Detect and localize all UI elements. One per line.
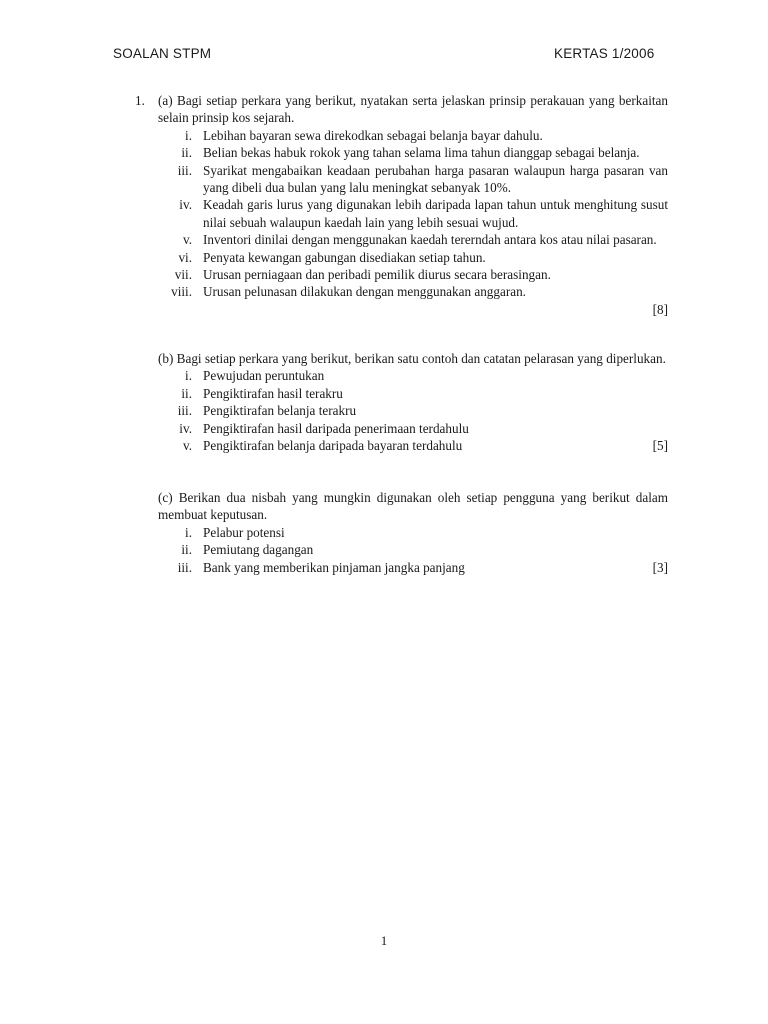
item-text: Inventori dinilai dengan menggunakan kaedah tererndah antara kos atau nilai pasaran. xyxy=(203,232,657,248)
item-text: Pengiktirafan hasil terakru xyxy=(203,385,343,401)
part-b-item xyxy=(158,385,668,402)
roman-numeral: vii. xyxy=(174,267,192,283)
page-number: 1 xyxy=(380,933,388,948)
roman-numeral: iii. xyxy=(177,559,192,575)
part-c-item xyxy=(158,524,668,541)
item-text: Belian bekas habuk rokok yang tahan selama lima tahun dianggap sebagai belanja. xyxy=(203,145,640,161)
roman-numeral: ii. xyxy=(181,542,192,558)
part-b-item xyxy=(158,437,668,454)
roman-numeral: iv. xyxy=(179,197,192,213)
roman-numeral: iv. xyxy=(179,420,192,436)
roman-numeral: iii. xyxy=(177,162,192,178)
roman-numeral: i. xyxy=(185,127,192,143)
item-text: Lebihan bayaran sewa direkodkan sebagai belanja bayar dahulu. xyxy=(203,127,543,143)
question-number: 1. xyxy=(135,93,145,108)
part-b-item xyxy=(158,420,668,437)
item-text: Bank yang memberikan pinjaman jangka panjang xyxy=(203,559,465,575)
part-a-item xyxy=(158,283,668,300)
roman-numeral: ii. xyxy=(181,385,192,401)
part-c-marks: [3] xyxy=(652,559,668,575)
roman-numeral: i. xyxy=(185,368,192,384)
part-a-intro: (a) Bagi setiap perkara yang berikut, nyatakan serta jelaskan prinsip perakauan yang berkaitan selain prinsip kos sejarah. xyxy=(158,93,668,126)
part-a-item xyxy=(158,162,668,197)
item-text: Keadah garis lurus yang digunakan lebih daripada lapan tahun untuk menghitung susut nilai sebuah walaupun kaedah lain yang lebih sesuai wujud. xyxy=(203,197,668,230)
roman-numeral: viii. xyxy=(171,284,192,300)
part-c-item xyxy=(158,559,668,576)
part-a-item xyxy=(158,144,668,161)
item-text: Pengiktirafan hasil daripada penerimaan terdahulu xyxy=(203,420,469,436)
part-a xyxy=(158,92,668,318)
header-right: KERTAS 1/2006 xyxy=(554,46,655,61)
roman-numeral: v. xyxy=(182,438,192,454)
roman-numeral: vi. xyxy=(178,249,192,265)
part-b xyxy=(158,350,668,454)
roman-numeral: ii. xyxy=(181,145,192,161)
part-c xyxy=(158,489,668,576)
item-text: Pelabur potensi xyxy=(203,524,285,540)
item-text: Penyata kewangan gabungan disediakan setiap tahun. xyxy=(203,249,486,265)
part-b-item xyxy=(158,402,668,419)
item-text: Urusan pelunasan dilakukan dengan menggunakan anggaran. xyxy=(203,284,526,300)
part-b-marks: [5] xyxy=(652,438,668,454)
part-a-marks: [8] xyxy=(652,301,668,317)
part-b-intro: (b) Bagi setiap perkara yang berikut, berikan satu contoh dan catatan pelarasan yang diperlukan. xyxy=(158,351,666,366)
part-a-item xyxy=(158,127,668,144)
item-text: Urusan perniagaan dan peribadi pemilik diurus secara berasingan. xyxy=(203,267,551,283)
part-a-item xyxy=(158,249,668,266)
part-a-item xyxy=(158,266,668,283)
item-text: Pengiktirafan belanja daripada bayaran terdahulu xyxy=(203,438,463,454)
roman-numeral: v. xyxy=(182,232,192,248)
part-a-item xyxy=(158,196,668,231)
roman-numeral: iii. xyxy=(177,403,192,419)
header-left: SOALAN STPM xyxy=(113,46,212,61)
item-text: Pewujudan peruntukan xyxy=(203,368,325,384)
part-a-item xyxy=(158,231,668,248)
part-c-intro: (c) Berikan dua nisbah yang mungkin digunakan oleh setiap pengguna yang berikut dalam membuat keputusan. xyxy=(158,490,668,523)
item-text: Pengiktirafan belanja terakru xyxy=(203,403,357,419)
item-text: Syarikat mengabaikan keadaan perubahan harga pasaran walaupun harga pasaran van yang dibeli dua bulan yang lalu meningkat sebanyak 10%. xyxy=(203,162,668,196)
item-text: Pemiutang dagangan xyxy=(203,542,314,558)
part-b-item xyxy=(158,367,668,384)
part-c-item xyxy=(158,541,668,558)
roman-numeral: i. xyxy=(185,524,192,540)
